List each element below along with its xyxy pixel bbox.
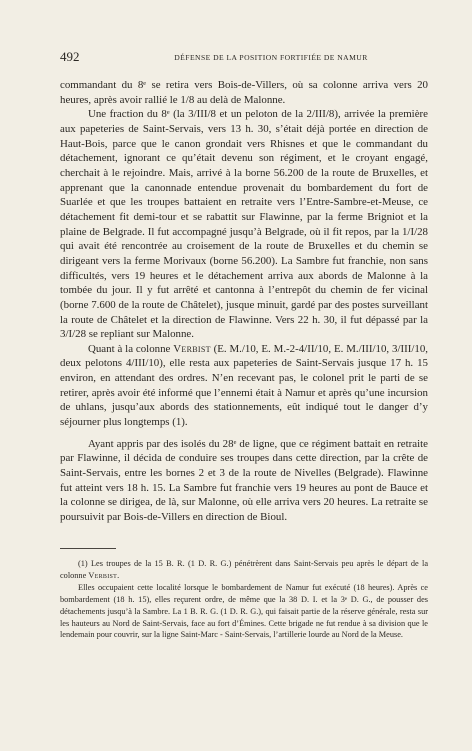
footnote-separator bbox=[60, 548, 116, 549]
main-text bbox=[60, 78, 428, 525]
footnote-1-start: (1) Les troupes de la 15 B. R. (1 D. R. G.) pénétrèrent dans Saint-Servais peu après le départ de la colonne bbox=[60, 559, 428, 580]
footnote-colonel-name: Verbist bbox=[88, 570, 118, 580]
footnote-1-end: . bbox=[117, 570, 120, 580]
page-number: 492 bbox=[60, 49, 80, 64]
running-head: DÉFENSE DE LA POSITION FORTIFIÉE DE NAMUR bbox=[174, 53, 368, 62]
paragraph-3 bbox=[60, 342, 428, 430]
paragraph-2: Une fraction du 8ᵉ (la 3/III/8 et un peloton de la 2/III/8), arrivée la première aux papeteries de Saint-Servais, vers 13 h. 30, s’était déjà portée en direction de Haut-Bois, parce que le canon grondait vers Rhisnes et que le commandant du détachement, ignorant ce qu’était devenu son régiment, et le croyant engagé, cherchait à le rejoindre. Mais, arrivé à la borne 56.200 de la route de Bruxelles, et apprenant que la canonnade entendue provenait du bombardement du fort de Suarlée et que les troupes battaient en retraite vers l’Entre-Sambre-et-Meuse, ce détachement fit demi-tour et se rabattit sur Flawinne, par la ferme Brigniot et la plaine de Belgrade. Il fut accompagné jusqu’à Belgrade, où il fit repos, par la 1/I/28 qui avait été rencontrée au croisement de la route de Bruxelles et du chemin se dirigeant vers la ferme Morivaux (borne 56.200). La Sambre fut franchie, non sans difficultés, vers 19 heures et le détachement arriva aux abords de Malonne à la tombée du jour. Il y fut arrêté et cantonna à l’entrepôt du chemin de fer vicinal (borne 7.600 de la route de Châtelet), jusque minuit, gardé par des postes surveillant la route de Châtelet et la direction de Flawinne. Vers 22 h. 30, il fut dépassé par la 3/I/28 se repliant sur Malonne. bbox=[60, 108, 428, 341]
paragraph-1: commandant du 8ᵉ se retira vers Bois-de-Villers, où sa colonne arriva vers 20 heures, après avoir rallié le 1/8 au delà de Malonne. bbox=[60, 79, 428, 106]
footnotes bbox=[60, 558, 428, 641]
footnote-1 bbox=[60, 558, 428, 582]
paragraph-3-start: Quant à la colonne bbox=[88, 342, 174, 355]
page-header bbox=[60, 50, 430, 64]
footnote-1-continued: Elles occupaient cette localité lorsque le bombardement de Namur fut exécuté (18 heures). Après ce bombardement (18 h. 15), elles reçurent ordre, de même que la 38 D. I. et la 3ᵉ D. G., de pousser des détachements jusqu’à la Sambre. La 1 B. R. G. (1 D. R. G.), qui faisait partie de la réserve générale, resta sur les hauteurs au Nord de Saint-Servais, face au fort d’Émines. Cette brigade ne fut rendue à sa division que le lendemain pour couvrir, sur la ligne Saint-Marc - Saint-Servais, l’artillerie lourde au Nord de la Meuse. bbox=[60, 582, 428, 640]
colonel-name: Verbist bbox=[173, 342, 211, 355]
paragraph-3-rest: (E. M./10, E. M.-2-4/II/10, E. M./III/10, 3/III/10, deux pelotons 4/III/10), elle resta aux papeteries de Saint-Servais jusque 17 h. 15 environ, en attendant des ordres. N’en recevant pas, le colonel prit le parti de se retirer, après avoir été informé que l’ennemi était à Namur et après qu’une incursion de uhlans, jusqu’aux abords des stationnements, eût indiqué tout le danger d’y séjourner plus longtemps (1). bbox=[60, 342, 428, 429]
paragraph-4: Ayant appris par des isolés du 28ᵉ de ligne, que ce régiment battait en retraite par Flawinne, il décida de conduire ses troupes dans cette direction, par la crête de Saint-Servais, entre les bornes 2 et 3 de la route de Nivelles (Belgrade). Flawinne fut atteint vers 18 h. 15. La Sambre fut franchie vers 19 heures au pont de Bauce et la colonne se dirigea, de là, sur Malonne, où elle arriva vers 20 heures. La retraite se poursuivit par Bois-de-Villers en direction de Bioul. bbox=[60, 437, 428, 524]
